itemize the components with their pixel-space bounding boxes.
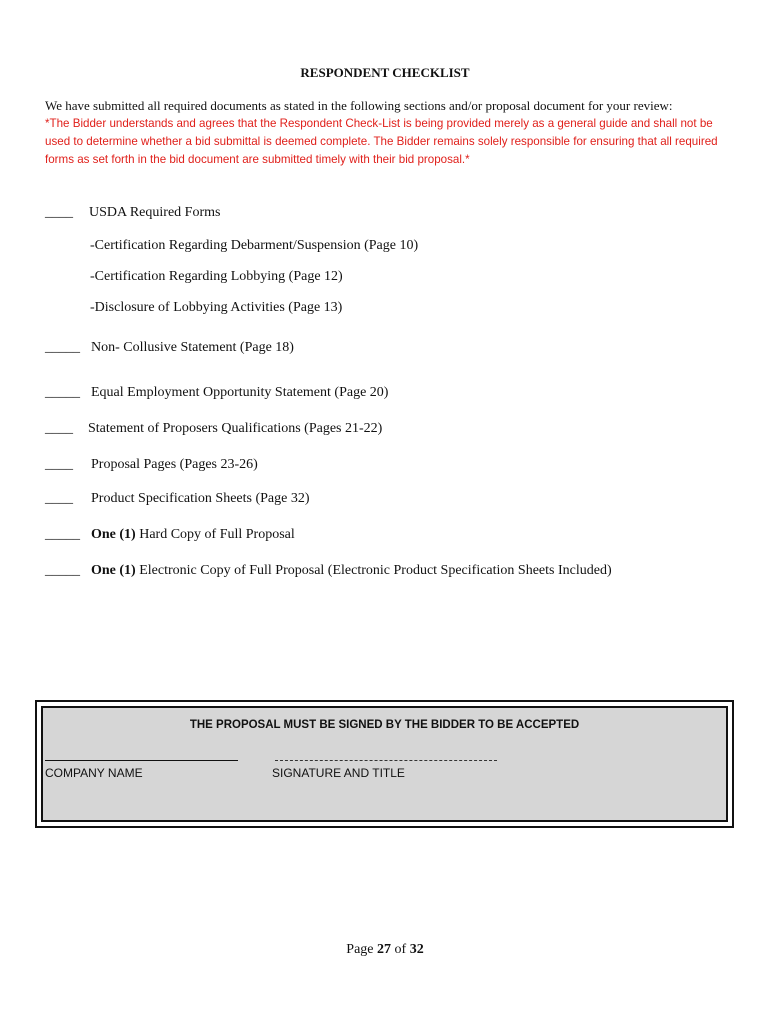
- checklist-item-label: [91, 563, 612, 579]
- checklist-item-qualifications: [45, 421, 383, 437]
- checklist-item-electronic-copy: [45, 563, 612, 579]
- checkbox-blank[interactable]: _____: [45, 527, 80, 542]
- checklist-item-label: Equal Employment Opportunity Statement (Page 20): [91, 385, 389, 400]
- checklist-item-proposal-pages: [45, 457, 258, 473]
- signature-box: [35, 700, 734, 828]
- company-name-label: COMPANY NAME: [45, 766, 143, 780]
- current-page: 27: [377, 942, 392, 957]
- signature-heading: THE PROPOSAL MUST BE SIGNED BY THE BIDDER TO BE ACCEPTED: [189, 719, 580, 731]
- page-title: RESPONDENT CHECKLIST: [300, 65, 470, 80]
- page-of: of: [391, 942, 410, 957]
- checklist-item-label: Proposal Pages (Pages 23-26): [91, 457, 258, 472]
- checklist-item-eeo: [45, 385, 389, 401]
- signature-title-line[interactable]: [275, 760, 497, 761]
- checklist-item-label: Statement of Proposers Qualifications (Pages 21-22): [88, 421, 383, 436]
- item-text: Electronic Copy of Full Proposal (Electronic Product Specification Sheets Included): [135, 563, 612, 578]
- checkbox-blank[interactable]: ____: [45, 421, 73, 436]
- checklist-item-spec-sheets: [45, 491, 310, 507]
- disclaimer-text: *The Bidder understands and agrees that the Respondent Check-List is being provided merely as a general guide and shall not be used to determine whether a bid submittal is deemed complete. The Bidder remains solely responsible for ensuring that all required forms as set forth in the bid document are submitted timely with their bid proposal.*: [45, 117, 718, 166]
- checkbox-blank[interactable]: _____: [45, 340, 80, 355]
- checklist-item-label: USDA Required Forms: [89, 205, 221, 220]
- quantity-bold: One (1): [91, 527, 136, 542]
- usda-subitem-disclosure: -Disclosure of Lobbying Activities (Page 13): [90, 300, 343, 315]
- page-number: [0, 942, 770, 958]
- checkbox-blank[interactable]: _____: [45, 563, 80, 578]
- checkbox-blank[interactable]: _____: [45, 385, 80, 400]
- checklist-item-usda: [45, 205, 221, 221]
- checkbox-blank[interactable]: ____: [45, 457, 73, 472]
- checklist-item-hard-copy: [45, 527, 295, 543]
- signature-box-inner: [41, 706, 728, 822]
- checklist-item-label: [91, 527, 295, 543]
- total-pages: 32: [409, 942, 424, 957]
- intro-text: We have submitted all required documents as stated in the following sections and/or proposal document for your review:: [45, 98, 673, 113]
- checkbox-blank[interactable]: ____: [45, 205, 73, 220]
- checklist-item-label: Non- Collusive Statement (Page 18): [91, 340, 294, 355]
- page-prefix: Page: [346, 942, 378, 957]
- signature-title-label: SIGNATURE AND TITLE: [272, 766, 405, 780]
- usda-subitem-debarment: -Certification Regarding Debarment/Suspension (Page 10): [90, 238, 419, 253]
- checklist-item-label: Product Specification Sheets (Page 32): [91, 491, 310, 506]
- quantity-bold: One (1): [91, 563, 136, 578]
- usda-subitem-lobbying: -Certification Regarding Lobbying (Page 12): [90, 269, 343, 284]
- item-text: Hard Copy of Full Proposal: [135, 527, 295, 542]
- checkbox-blank[interactable]: ____: [45, 491, 73, 506]
- checklist-item-non-collusive: [45, 340, 294, 356]
- company-name-line[interactable]: [45, 760, 238, 761]
